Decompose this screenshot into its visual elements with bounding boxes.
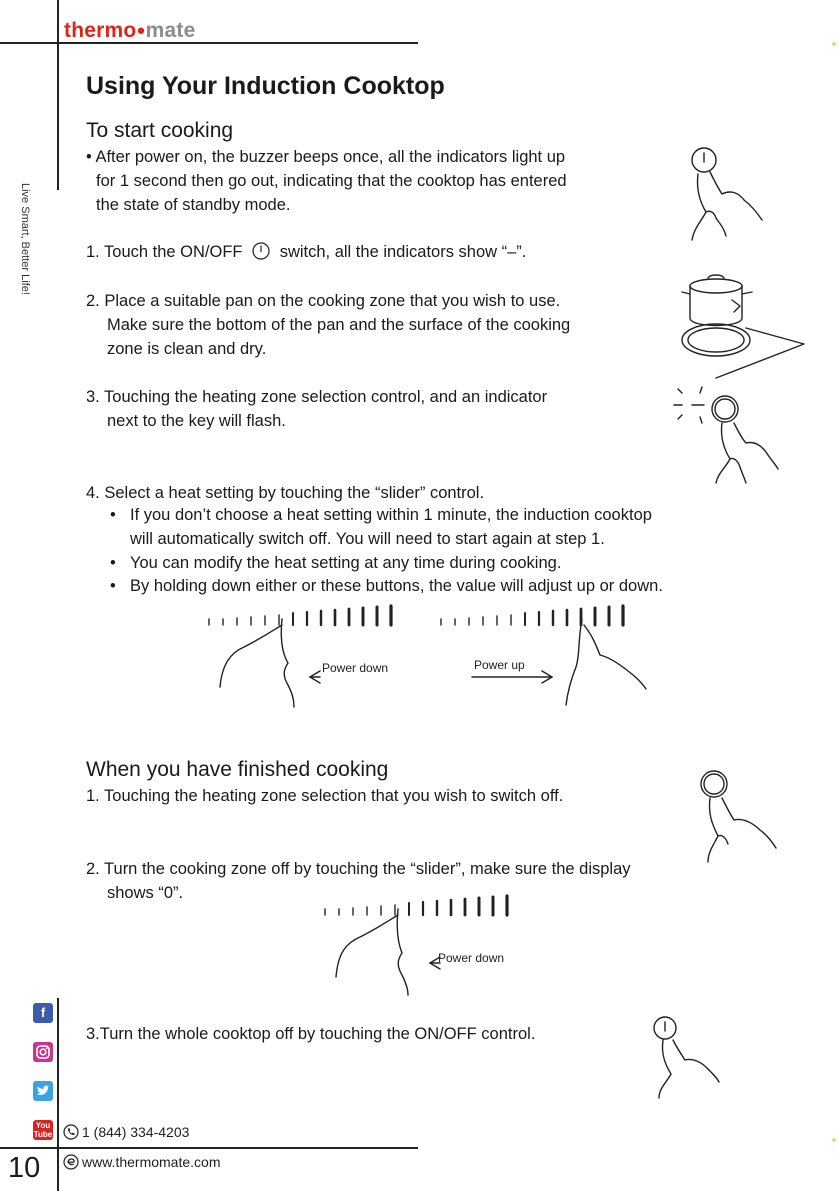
left-rule-bottom — [57, 998, 59, 1191]
section-heading-start: To start cooking — [86, 119, 234, 142]
footer-rule — [0, 1147, 418, 1149]
margin-mark-top — [832, 42, 836, 46]
section-heading-finish: When you have finished cooking — [86, 758, 389, 781]
header-rule — [0, 42, 418, 44]
website-link[interactable]: www.thermomate.com — [82, 1154, 221, 1170]
bullet-dot: • — [110, 577, 116, 595]
margin-mark-bottom — [832, 1138, 836, 1142]
page-title: Using Your Induction Cooktop — [86, 72, 445, 100]
left-rule-top — [57, 0, 59, 190]
intro-line-1: • After power on, the buzzer beeps once, all the indicators light up — [86, 148, 566, 166]
page-number: 10 — [8, 1152, 41, 1184]
brand-logo: thermo●mate — [64, 19, 196, 42]
bullet-3 — [110, 575, 663, 599]
power-up-label: Power up — [474, 658, 525, 672]
phone-number: 1 (844) 334-4203 — [82, 1124, 190, 1140]
instagram-icon[interactable] — [33, 1042, 53, 1062]
tagline: Live Smart, Better Life! — [19, 183, 31, 295]
phone-icon — [63, 1124, 79, 1140]
step-2-line-3: zone is clean and dry. — [107, 340, 267, 358]
finish-step-1: 1. Touching the heating zone selection that you wish to switch off. — [86, 787, 564, 805]
finger-power-illustration — [680, 140, 780, 245]
brand-logo-o: ● — [136, 22, 146, 39]
finger-power-illustration-2 — [645, 1012, 735, 1102]
finish-step-2-line-1: 2. Turn the cooking zone off by touching the “slider”, make sure the display — [86, 860, 631, 878]
step-1-text-b: switch, all the indicators show “–”. — [279, 243, 527, 261]
finger-zone-illustration — [690, 764, 790, 864]
finish-step-2-line-2: shows “0”. — [107, 884, 184, 902]
facebook-icon[interactable]: f — [33, 1003, 53, 1023]
power-down-label-2: Power down — [438, 951, 505, 965]
slider-power-up-illustration — [432, 605, 652, 710]
slider-ticks — [209, 606, 391, 625]
step-1 — [86, 240, 526, 265]
step-3-line-2: next to the key will flash. — [107, 412, 286, 430]
bullet-2-text: You can modify the heat setting at any time during cooking. — [130, 554, 562, 572]
power-down-label: Power down — [322, 661, 389, 675]
web-icon — [63, 1154, 79, 1170]
intro-line-2: for 1 second then go out, indicating that the cooktop has entered — [96, 172, 567, 190]
twitter-glyph — [33, 1081, 53, 1101]
phone-row — [63, 1124, 189, 1140]
slider-ticks — [441, 606, 623, 625]
website-row — [63, 1154, 220, 1170]
bullet-dot: • — [110, 506, 116, 524]
youtube-icon[interactable]: You Tube — [33, 1121, 53, 1139]
twitter-icon[interactable] — [33, 1081, 53, 1101]
bullet-1-line-1 — [110, 504, 652, 528]
bullet-dot: • — [110, 554, 116, 572]
step-2-line-2: Make sure the bottom of the pan and the surface of the cooking — [107, 316, 571, 334]
finish-step-3: 3.Turn the whole cooktop off by touching the ON/OFF control. — [86, 1025, 536, 1043]
instagram-glyph — [33, 1042, 53, 1062]
step-1-text-a: 1. Touch the ON/OFF — [86, 243, 243, 261]
step-3-line-1: 3. Touching the heating zone selection control, and an indicator — [86, 388, 548, 406]
power-icon — [251, 241, 271, 261]
step-2-line-1: 2. Place a suitable pan on the cooking zone that you wish to use. — [86, 292, 561, 310]
slider-ticks — [325, 896, 507, 915]
step-4-line-1: 4. Select a heat setting by touching the “slider” control. — [86, 484, 485, 502]
bullet-2 — [110, 552, 562, 576]
flashing-indicator-illustration — [672, 385, 782, 485]
slider-power-down-illustration-2 — [318, 895, 528, 997]
bullet-3-text: By holding down either or these buttons, the value will adjust up or down. — [130, 577, 663, 595]
bullet-1-text: If you don’t choose a heat setting within 1 minute, the induction cooktop — [130, 506, 652, 524]
bullet-1-line-2: will automatically switch off. You will need to start again at step 1. — [130, 530, 605, 548]
slider-power-down-illustration — [200, 605, 410, 710]
pot-on-cooktop-illustration — [676, 272, 808, 382]
intro-line-3: the state of standby mode. — [96, 196, 291, 214]
